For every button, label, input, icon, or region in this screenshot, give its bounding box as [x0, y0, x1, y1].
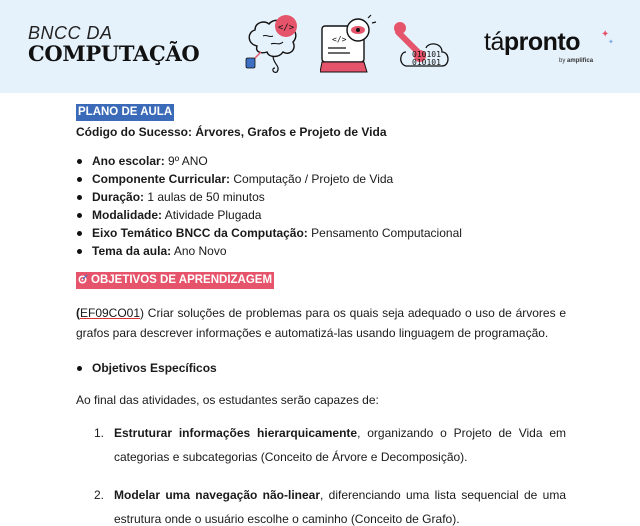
logo-byline: by amplifica	[559, 58, 594, 64]
svg-text:010101: 010101	[412, 58, 441, 67]
bncc-objective: (EF09CO01) Criar soluções de problemas para os quais seja adequado o uso de árvores e grafos para descrever informações e automatizá-las usando linguagem de programação.	[76, 306, 566, 340]
svg-text:</>: </>	[277, 23, 295, 33]
ta-pronto-logo	[484, 28, 614, 64]
info-item: Componente Curricular: Computação / Projeto de Vida	[76, 170, 566, 188]
lesson-title: Código do Sucesso: Árvores, Grafos e Projeto de Vida	[76, 125, 387, 139]
svg-text:</>: </>	[332, 35, 347, 44]
laptop-eye-icon	[320, 12, 384, 74]
objectives-intro: Ao final das atividades, os estudantes serão capazes de:	[76, 393, 379, 407]
info-item: Ano escolar: 9º ANO	[76, 152, 566, 170]
specific-objectives-list	[76, 421, 566, 526]
brand-line1: BNCC DA	[28, 23, 113, 43]
info-item: Modalidade: Atividade Plugada	[76, 206, 566, 224]
objective-item: 1. Estruturar informações hierarquicamente, organizando o Projeto de Vida em categorias e subcategorias (Conceito de Árvore e Decomposição).	[94, 426, 566, 464]
lesson-plan-document	[76, 104, 566, 526]
bncc-code-link[interactable]: EF09CO01	[80, 306, 141, 320]
target-dart-icon	[78, 273, 88, 288]
bncc-logo	[28, 24, 199, 66]
header-banner	[0, 0, 640, 93]
info-item: Eixo Temático BNCC da Computação: Pensamento Computacional	[76, 224, 566, 242]
brain-code-icon	[243, 12, 307, 74]
logo-ta: tá	[484, 28, 504, 56]
section-tag-objetivos: OBJETIVOS DE APRENDIZAGEM	[76, 272, 274, 289]
logo-pronto: pronto	[503, 28, 580, 56]
objective-item: 2. Modelar uma navegação não-linear, diferenciando uma lista sequencial de uma estrutura onde o usuário escolhe o caminho (Conceito de Grafo).	[94, 488, 567, 526]
sparkle-small-icon: ✦	[608, 39, 614, 46]
info-item: Tema da aula: Ano Novo	[76, 242, 566, 260]
brand-line2: COMPUTAÇÃO	[28, 41, 200, 66]
specific-objectives-heading: Objetivos Específicos	[76, 359, 566, 377]
svg-text:010101: 010101	[412, 50, 441, 59]
info-item: Duração: 1 aulas de 50 minutos	[76, 188, 566, 206]
wrench-cloud-binary-icon	[392, 12, 456, 74]
sparkle-icon: ✦	[601, 29, 610, 40]
section-tag-plano-de-aula: PLANO DE AULA	[76, 104, 174, 121]
lesson-info-list	[76, 152, 566, 260]
